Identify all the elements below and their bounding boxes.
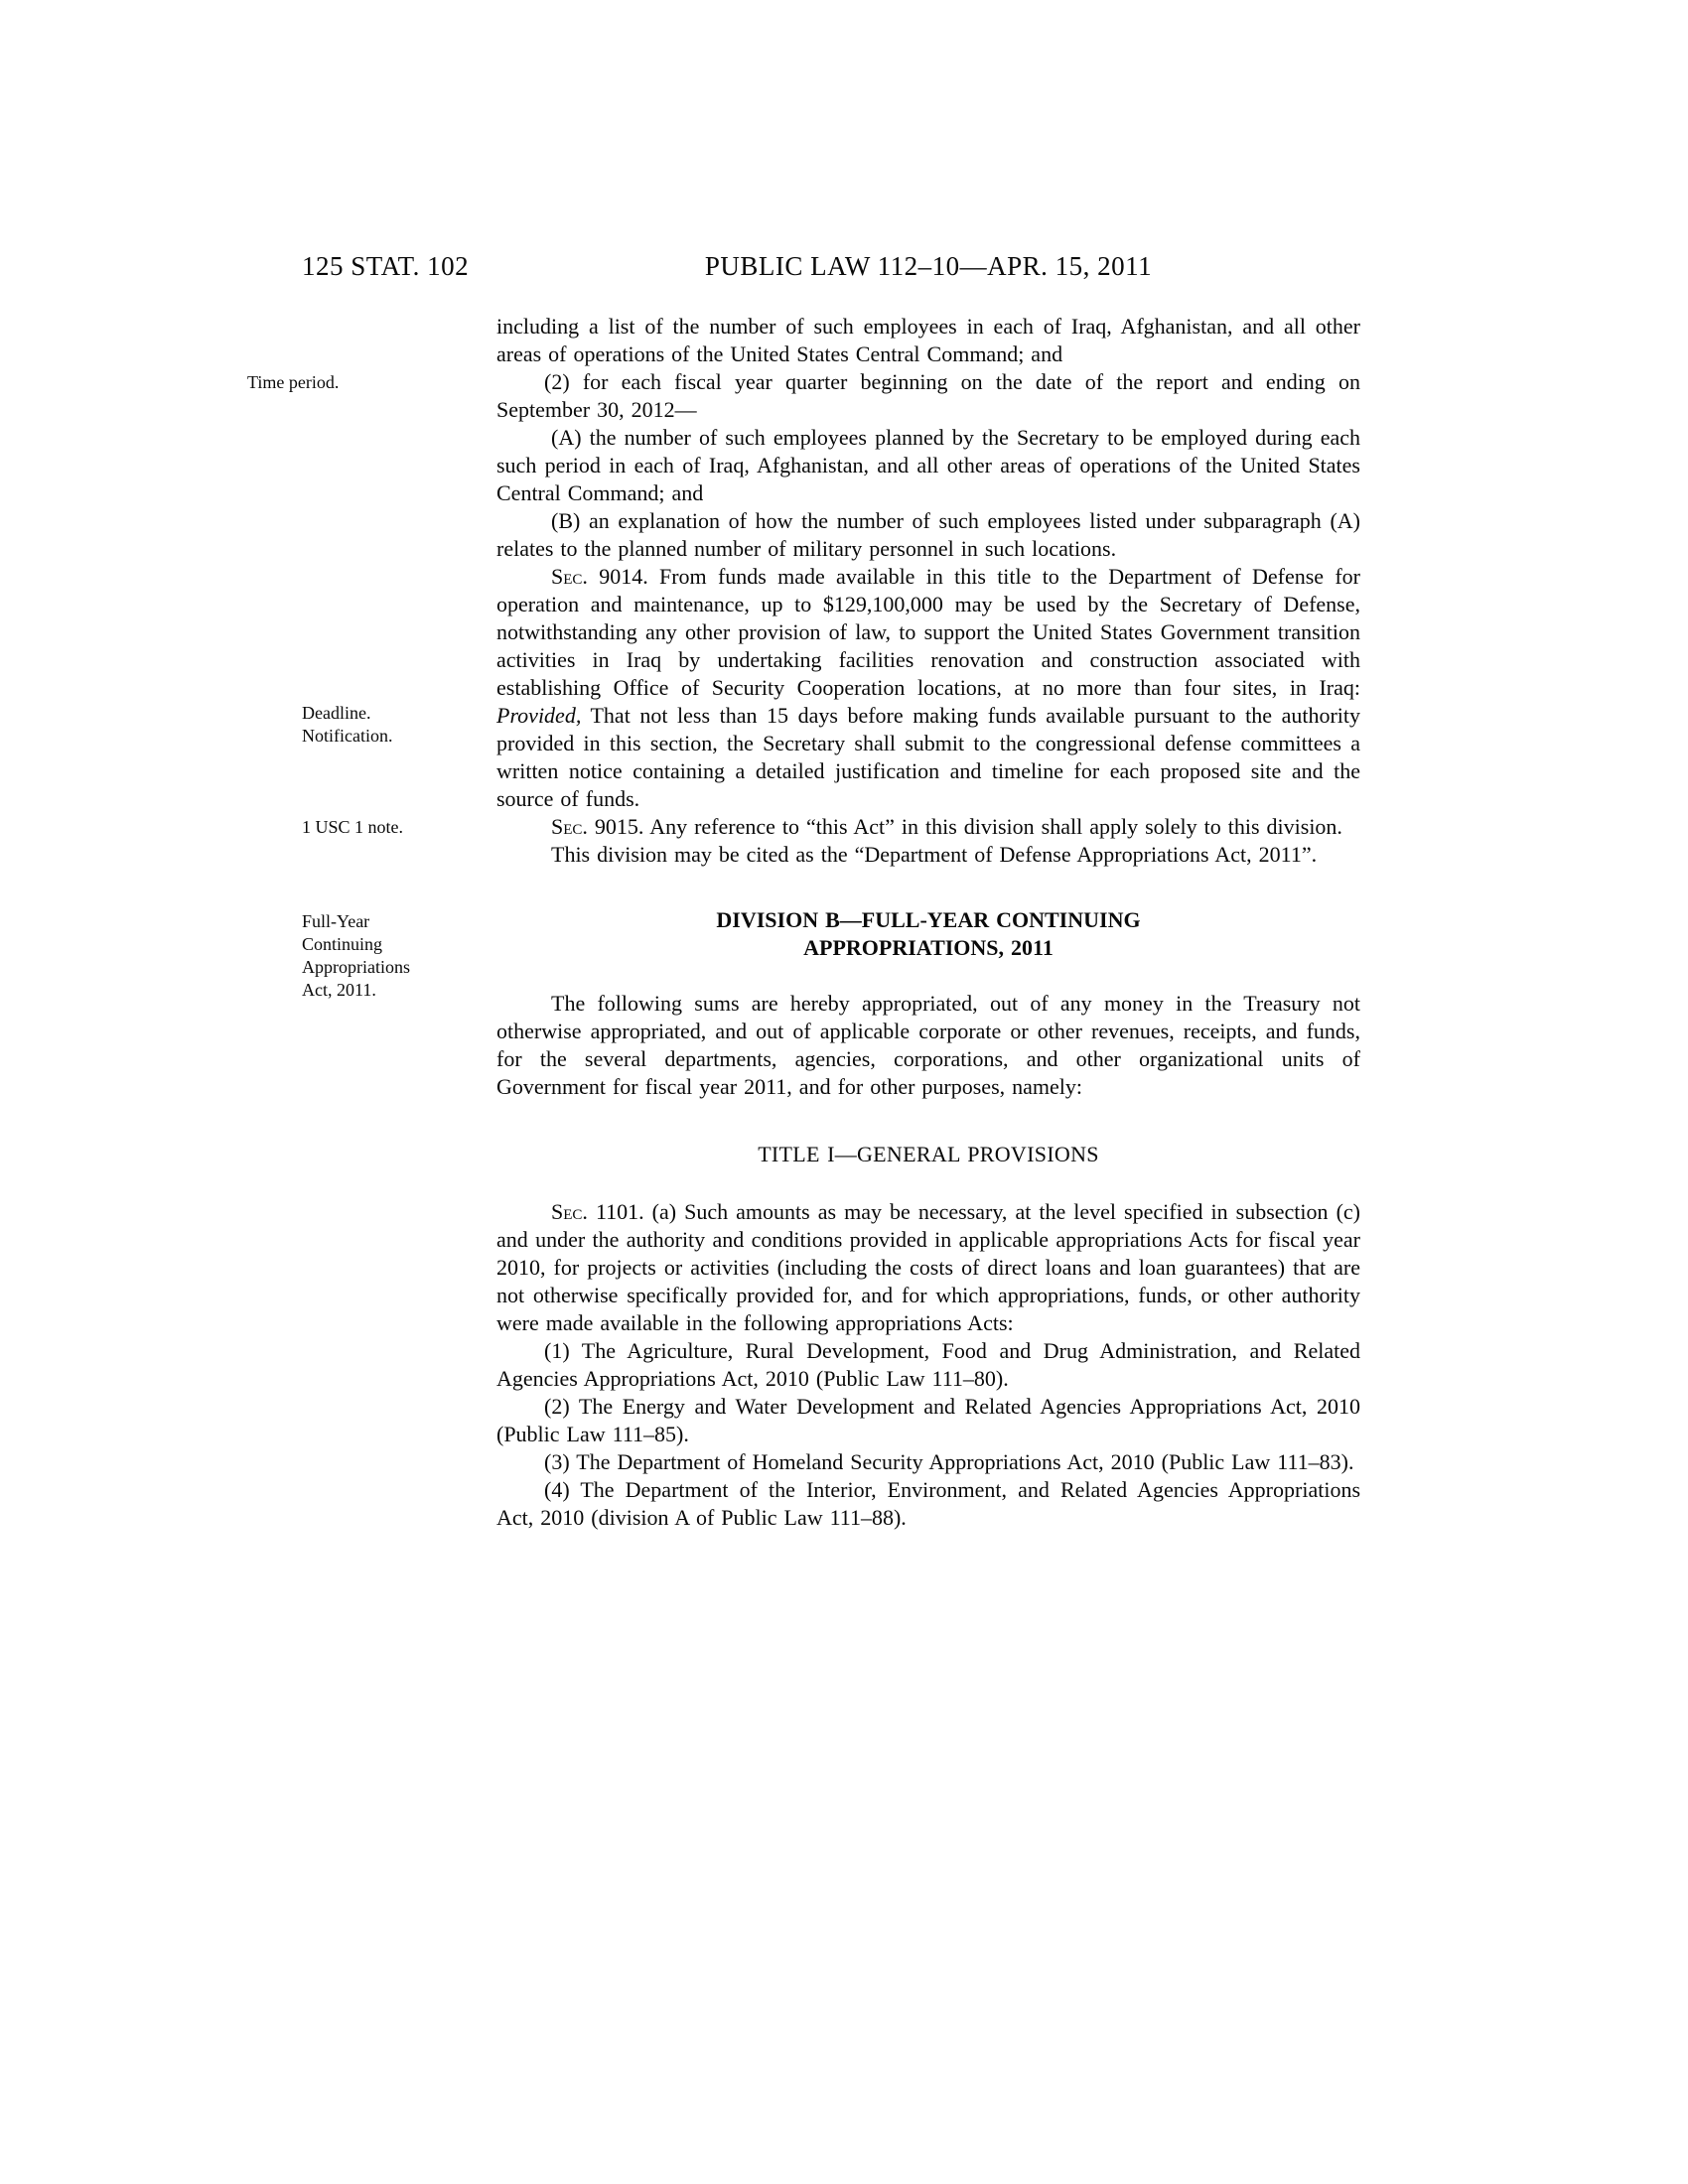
margin-note-deadline: Deadline.	[302, 703, 371, 723]
margin-note-time-period: Time period.	[247, 372, 340, 392]
sec-9015-paragraph	[302, 813, 1360, 841]
sec-9015-text: Any reference to “this Act” in this division shall apply solely to this division.	[643, 814, 1342, 839]
subclause-B: (B) an explanation of how the number of such employees listed under subparagraph (A) relates to the planned number of military personnel in such locations.	[496, 508, 1360, 561]
division-b-heading	[302, 906, 1360, 1000]
stat-page-number: 125 STAT. 102	[302, 251, 470, 281]
sec-9014-text: From funds made available in this title to the Department of Defense for operation and maintenance, up to $129,100,000 may be used by the Secretary of Defense, notwithstanding any other provision of law, to support the United States Government transition activities in Iraq by undertaking facilities renovation and construction associated with establishing Office of Security Cooperation locations, at no more than four sites, in Iraq:	[496, 564, 1361, 700]
margin-note-notification: Notification.	[302, 726, 393, 746]
appropriation-paragraph: The following sums are hereby appropriated, out of any money in the Treasury not otherwise appropriated, and out of applicable corporate or other revenues, receipts, and funds, for the several departments, agencies, corporations, and other organizational units of Government for fiscal year 2011, and for other purposes, namely:	[496, 991, 1360, 1099]
title-1-heading: TITLE I—GENERAL PROVISIONS	[758, 1142, 1099, 1166]
sec-9014-label: Sec. 9014.	[551, 564, 648, 589]
act-item-3: (3) The Department of Homeland Security Appropriations Act, 2010 (Public Law 111–83).	[544, 1449, 1354, 1474]
sec-9014-proviso-label: Provided,	[496, 703, 582, 728]
margin-note-group	[302, 702, 461, 748]
act-item-4: (4) The Department of the Interior, Environment, and Related Agencies Appropriations Act, 2010 (division A of Public Law 111–88).	[496, 1477, 1360, 1530]
sec-9015-label: Sec. 9015.	[551, 814, 644, 839]
sec-1101-text: (a) Such amounts as may be necessary, at the level specified in subsection (c) and under the authority and conditions provided in applicable appropriations Acts for fiscal year 2010, for projects or activities (including the costs of direct loans and loan guarantees) that are not otherwise specifically provided for, and for which appropriations, funds, or other authority were made available in the following appropriations Acts:	[496, 1199, 1360, 1335]
sec-9014-text-continued: That not less than 15 days before making funds available pursuant to the authority provided in this section, the Secretary shall submit to the congressional defense committees a written notice containing a detailed justification and timeline for each proposed site and the source of funds.	[496, 703, 1360, 811]
margin-note-division-b: Full-Year Continuing Appropriations Act, 2011.	[302, 911, 410, 1000]
sec-1101-paragraph	[496, 1198, 1360, 1337]
act-item-1: (1) The Agriculture, Rural Development, Food and Drug Administration, and Related Agencies Appropriations Act, 2010 (Public Law 111–80).	[496, 1338, 1360, 1391]
public-law-heading: PUBLIC LAW 112–10—APR. 15, 2011	[704, 251, 1153, 281]
clause-2-text: (2) for each fiscal year quarter beginning on the date of the report and ending on September 30, 2012—	[496, 369, 1360, 422]
division-b-heading-line1: DIVISION B—FULL-YEAR CONTINUING	[716, 907, 1141, 932]
citation-paragraph: This division may be cited as the “Department of Defense Appropriations Act, 2011”.	[551, 842, 1318, 867]
body-column	[247, 313, 1361, 1532]
division-b-heading-line2: APPROPRIATIONS, 2011	[803, 935, 1054, 960]
subclause-A: (A) the number of such employees planned by the Secretary to be employed during each such period in each of Iraq, Afghanistan, and all other areas of operations of the United States Central Command; and	[496, 425, 1360, 505]
clause-continuation: including a list of the number of such employees in each of Iraq, Afghanistan, and all other areas of operations of the United States Central Command; and	[496, 314, 1360, 366]
act-item-2: (2) The Energy and Water Development and Related Agencies Appropriations Act, 2010 (Public Law 111–85).	[496, 1394, 1360, 1446]
sec-9014-paragraph	[302, 563, 1361, 813]
margin-note-usc: 1 USC 1 note.	[302, 817, 404, 837]
clause-2	[247, 368, 1360, 424]
sec-1101-label: Sec. 1101.	[551, 1199, 644, 1224]
